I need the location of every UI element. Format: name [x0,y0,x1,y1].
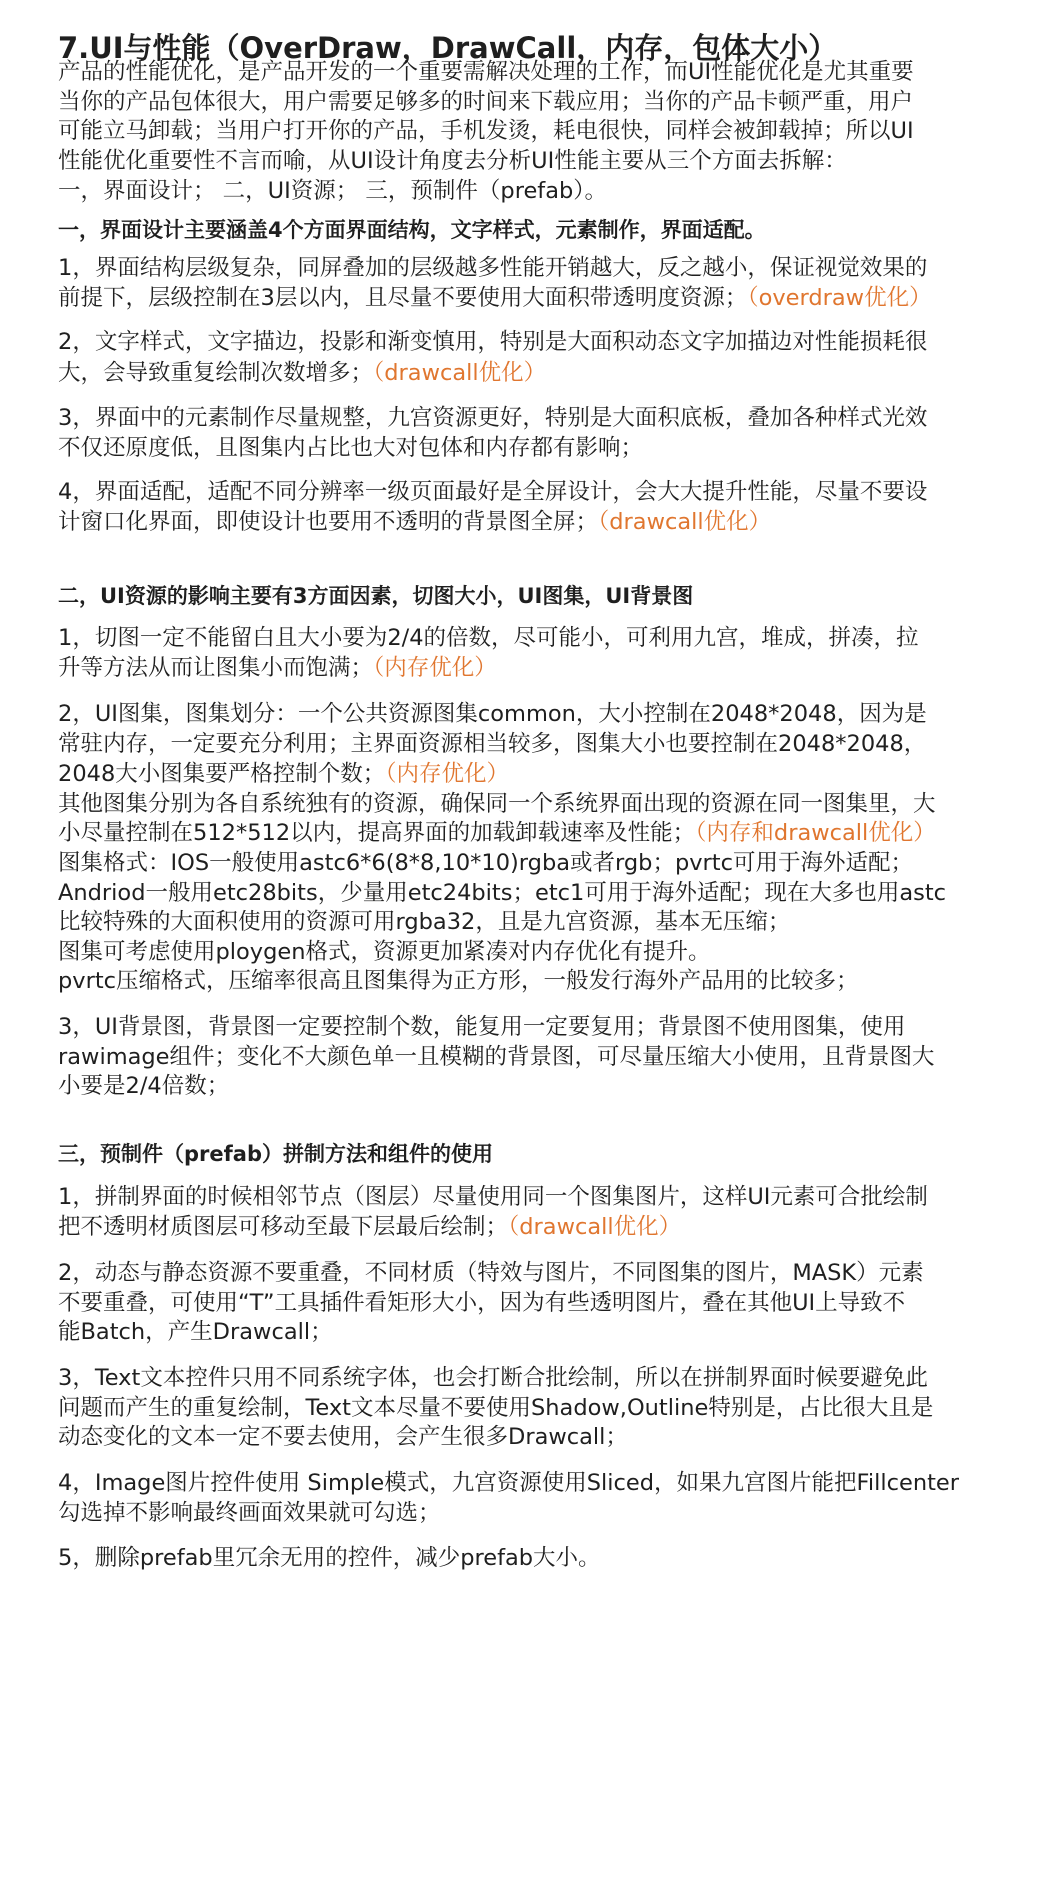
section-2-item-2-line-4: 其他图集分别为各自系统独有的资源，确保同一个系统界面出现的资源在同一图集里，大 [58,791,936,817]
section-3-item-4-line-2: 勾选掉不影响最终画面效果就可勾选； [58,1500,441,1526]
section-3-item-2-line-2: 不要重叠，可使用“T”工具插件看矩形大小，因为有些透明图片，叠在其他UI上导致不 [58,1290,906,1316]
section-1-item-1-line-2: 前提下，层级控制在3层以内，且尽量不要使用大面积带透明度资源；（overdraw优化） [58,285,932,311]
section-2-item-2-line-9: 图集可考虑使用ploygen格式，资源更加紧凑对内存优化有提升。 [58,939,711,965]
section-1-item-4-line-1: 4，界面适配，适配不同分辨率一级页面最好是全屏设计，会大大提升性能，尽量不要设 [58,479,928,505]
optimization-tag: （内存优化） [385,761,510,787]
section-2-heading: 二，UI资源的影响主要有3方面因素，切图大小，UI图集，UI背景图 [58,584,694,608]
section-3-item-1-line-2: 把不透明材质图层可移动至最下层最后绘制；（drawcall优化） [58,1214,682,1240]
section-2-item-2-line-3: 2048大小图集要严格控制个数；（内存优化） [58,761,510,787]
section-3-item-2-line-1: 2，动态与静态资源不要重叠，不同材质（特效与图片，不同图集的图片，MASK）元素 [58,1260,924,1286]
section-3-item-3-line-3: 动态变化的文本一定不要去使用，会产生很多Drawcall； [58,1424,628,1450]
section-1-item-2-line-2: 大，会导致重复绘制次数增多；（drawcall优化） [58,360,547,386]
section-2-item-2-line-2: 常驻内存，一定要充分利用；主界面资源相当较多，图集大小也要控制在2048*2048， [58,731,927,757]
section-2-item-1-line-1: 1，切图一定不能留白且大小要为2/4的倍数，尽可能小，可利用九宫，堆成，拼凑，拉 [58,625,919,651]
section-2-item-2-line-5: 小尽量控制在512*512以内，提高界面的加载卸载速率及性能；（内存和drawcall优化） [58,820,936,846]
intro-line-4: 性能优化重要性不言而喻，从UI设计角度去分析UI性能主要从三个方面去拆解： [58,148,847,174]
section-2-item-3-line-3: 小要是2/4倍数； [58,1073,230,1099]
section-3-item-3-line-1: 3，Text文本控件只用不同系统字体，也会打断合批绘制，所以在拼制界面时候要避免此 [58,1365,928,1391]
optimization-tag: （overdraw优化） [747,285,932,311]
section-1-item-2-line-1: 2，文字样式，文字描边，投影和渐变慎用，特别是大面积动态文字加描边对性能损耗很 [58,329,928,355]
page-title: 7.UI与性能（OverDraw，DrawCall，内存，包体大小） [58,31,838,65]
section-2-item-2-line-1: 2，UI图集，图集划分：一个公共资源图集common，大小控制在2048*2048，因为是 [58,701,927,727]
optimization-tag: （内存优化） [373,655,497,681]
optimization-tag: （drawcall优化） [598,509,772,535]
section-3-item-1-line-1: 1，拼制界面的时候相邻节点（图层）尽量使用同一个图集图片，这样UI元素可合批绘制 [58,1184,928,1210]
section-2-item-2-line-6: 图集格式：IOS一般使用astc6*6(8*8,10*10)rgba或者rgb；pvrtc可用于海外适配； [58,850,913,876]
section-2-item-2-line-10: pvrtc压缩格式，压缩率很高且图集得为正方形，一般发行海外产品用的比较多； [58,968,859,994]
section-1-item-1-line-1: 1，界面结构层级复杂，同屏叠加的层级越多性能开销越大，反之越小，保证视觉效果的 [58,255,928,281]
section-3-heading: 三，预制件（prefab）拼制方法和组件的使用 [58,1142,493,1166]
section-1-item-4-line-2: 计窗口化界面，即使设计也要用不透明的背景图全屏；（drawcall优化） [58,509,772,535]
section-2-item-3-line-2: rawimage组件；变化不大颜色单一且模糊的背景图，可尽量压缩大小使用，且背景图大 [58,1044,935,1070]
section-1-heading: 一，界面设计主要涵盖4个方面界面结构，文字样式，元素制作，界面适配。 [58,218,766,242]
section-3-item-4-line-1: 4，Image图片控件使用 Simple模式，九宫资源使用Sliced，如果九宫图片能把Fillcenter [58,1470,959,1496]
section-1-item-3-line-2: 不仅还原度低，且图集内占比也大对包体和内存都有影响； [58,435,644,461]
intro-line-5: 一，界面设计； 二，UI资源； 三，预制件（prefab）。 [58,178,608,204]
intro-line-1: 产品的性能优化，是产品开发的一个重要需解决处理的工作，而UI性能优化是尤其重要 [58,59,914,85]
section-2-item-3-line-1: 3，UI背景图，背景图一定要控制个数，能复用一定要复用；背景图不使用图集，使用 [58,1014,906,1040]
section-2-item-2-line-8: 比较特殊的大面积使用的资源可用rgba32，且是九宫资源，基本无压缩； [58,909,791,935]
optimization-tag: （drawcall优化） [508,1214,682,1240]
section-2-item-1-line-2: 升等方法从而让图集小而饱满；（内存优化） [58,655,497,681]
optimization-tag: （内存和drawcall优化） [695,820,936,846]
section-1-item-3-line-1: 3，界面中的元素制作尽量规整，九宫资源更好，特别是大面积底板，叠加各种样式光效 [58,405,928,431]
intro-line-2: 当你的产品包体很大，用户需要足够多的时间来下载应用；当你的产品卡顿严重，用户 [58,89,914,115]
section-3-item-5-line-1: 5，删除prefab里冗余无用的控件，减少prefab大小。 [58,1545,601,1571]
section-3-item-2-line-3: 能Batch，产生Drawcall； [58,1319,333,1345]
section-2-item-2-line-7: Andriod一般用etc28bits，少量用etc24bits；etc1可用于海外适配；现在大多也用astc [58,880,947,906]
section-3-item-3-line-2: 问题而产生的重复绘制，Text文本尽量不要使用Shadow,Outline特别是，占比很大且是 [58,1395,934,1421]
optimization-tag: （drawcall优化） [373,360,547,386]
intro-line-3: 可能立马卸载；当用户打开你的产品，手机发烫，耗电很快，同样会被卸载掉；所以UI [58,118,914,144]
